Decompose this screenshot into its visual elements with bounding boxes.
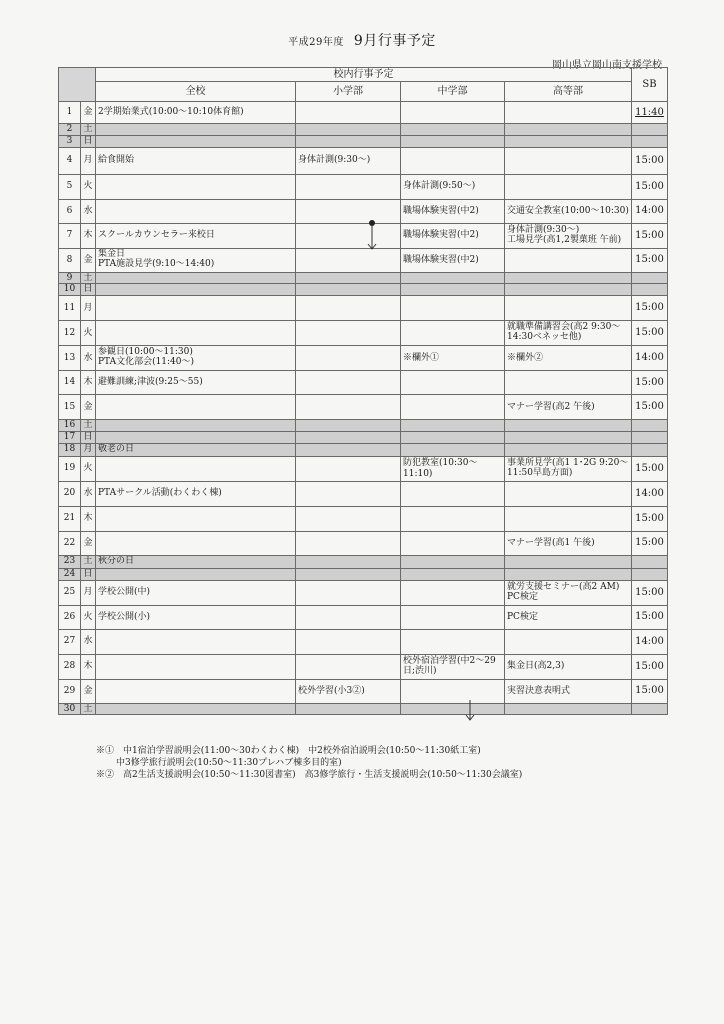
table-row [59, 395, 668, 420]
all-school-cell [96, 395, 296, 420]
all-school-cell [96, 272, 296, 284]
all-school-cell: 給食開始 [96, 147, 296, 174]
day-cell: 金 [81, 395, 96, 420]
date-cell: 27 [59, 629, 81, 654]
all-school-cell [96, 506, 296, 531]
date-cell: 21 [59, 506, 81, 531]
all-school-cell: 避難訓練;津波(9:25～55) [96, 371, 296, 395]
all-school-cell: スクールカウンセラー来校日 [96, 223, 296, 248]
col-all: 全校 [96, 82, 296, 102]
note-1-line-2: 中3修学旅行説明会(10:50～11:30プレハブ棟多目的室) [116, 758, 342, 768]
date-cell: 20 [59, 481, 81, 506]
middle-cell: 職場体験実習(中2) [401, 223, 505, 248]
high-cell [505, 555, 632, 568]
elementary-cell [296, 443, 401, 456]
date-cell: 18 [59, 443, 81, 456]
elementary-cell [296, 135, 401, 147]
day-cell: 土 [81, 124, 96, 136]
table-row [59, 223, 668, 248]
date-cell: 13 [59, 346, 81, 371]
sb-cell [632, 443, 668, 456]
middle-cell [401, 272, 505, 284]
elementary-cell: 校外学習(小3②) [296, 679, 401, 703]
date-cell: 19 [59, 456, 81, 481]
day-cell: 月 [81, 580, 96, 605]
date-cell: 10 [59, 284, 81, 296]
sb-cell: 15:00 [632, 174, 668, 199]
high-cell [505, 568, 632, 580]
middle-cell: 防犯教室(10:30～11:10) [401, 456, 505, 481]
middle-cell [401, 568, 505, 580]
middle-cell [401, 605, 505, 629]
elementary-cell [296, 284, 401, 296]
sb-cell: 15:00 [632, 248, 668, 272]
all-school-cell: 秋分の日 [96, 555, 296, 568]
table-row [59, 296, 668, 321]
group-header: 校内行事予定 [96, 68, 632, 82]
table-row [59, 124, 668, 136]
high-cell [505, 703, 632, 715]
table-row [59, 346, 668, 371]
high-cell: 交通安全教室(10:00～10:30) [505, 199, 632, 223]
elementary-cell [296, 174, 401, 199]
all-school-cell [96, 124, 296, 136]
elementary-cell [296, 703, 401, 715]
high-cell [505, 284, 632, 296]
note-2-line-1: ※② 高2生活支援説明会(10:50～11:30図書室) 高3修学旅行・生活支援説明会(10:50～11:30会議室) [96, 770, 523, 780]
sb-cell [632, 272, 668, 284]
all-school-cell [96, 629, 296, 654]
all-school-cell [96, 199, 296, 223]
high-cell: マナー学習(高2 午後) [505, 395, 632, 420]
elementary-cell [296, 296, 401, 321]
all-school-cell: 敬老の日 [96, 443, 296, 456]
sb-cell [632, 124, 668, 136]
sb-cell [632, 703, 668, 715]
all-school-cell: 集金日 PTA施設見学(9:10～14:40) [96, 248, 296, 272]
high-cell [505, 248, 632, 272]
table-row [59, 284, 668, 296]
middle-cell: ※欄外① [401, 346, 505, 371]
day-cell: 金 [81, 102, 96, 124]
elementary-cell [296, 431, 401, 443]
high-cell [505, 629, 632, 654]
date-cell: 4 [59, 147, 81, 174]
note-1-line-1: ※① 中1宿泊学習説明会(11:00～30わくわく棟) 中2校外宿泊説明会(10:50～11:30紙工室) [96, 746, 481, 756]
title-text: 9月行事予定 [353, 33, 436, 49]
sb-cell: 15:00 [632, 679, 668, 703]
col-elementary: 小学部 [296, 82, 401, 102]
table-row [59, 199, 668, 223]
high-cell [505, 174, 632, 199]
day-cell: 日 [81, 568, 96, 580]
high-cell [505, 371, 632, 395]
table-row [59, 605, 668, 629]
high-cell: 就職準備講習会(高2 9:30～ 14:30ベネッセ他) [505, 321, 632, 346]
date-cell: 15 [59, 395, 81, 420]
elementary-cell [296, 568, 401, 580]
middle-cell [401, 321, 505, 346]
school-name: 岡山県立岡山南支援学校 [552, 60, 662, 71]
all-school-cell [96, 531, 296, 555]
date-cell: 9 [59, 272, 81, 284]
day-cell: 水 [81, 481, 96, 506]
table-row [59, 568, 668, 580]
table-row [59, 371, 668, 395]
sb-cell [632, 431, 668, 443]
footnotes [96, 745, 522, 781]
date-cell: 30 [59, 703, 81, 715]
high-cell: 実習決意表明式 [505, 679, 632, 703]
middle-cell: 校外宿泊学習(中2～29 日;渋川) [401, 654, 505, 679]
elementary-cell [296, 321, 401, 346]
middle-cell [401, 481, 505, 506]
date-cell: 29 [59, 679, 81, 703]
middle-cell [401, 629, 505, 654]
high-cell [505, 124, 632, 136]
day-cell: 木 [81, 223, 96, 248]
sb-cell: 15:00 [632, 395, 668, 420]
sb-cell [632, 284, 668, 296]
day-cell: 土 [81, 420, 96, 432]
day-cell: 月 [81, 443, 96, 456]
middle-cell [401, 506, 505, 531]
day-cell: 木 [81, 506, 96, 531]
high-cell [505, 102, 632, 124]
table-row [59, 654, 668, 679]
middle-cell [401, 395, 505, 420]
date-cell: 12 [59, 321, 81, 346]
elementary-cell [296, 223, 401, 248]
high-cell: 事業所見学(高1 1･2G 9:20～ 11:50早島方面) [505, 456, 632, 481]
date-cell: 28 [59, 654, 81, 679]
sb-cell: 15:00 [632, 456, 668, 481]
header-corner [59, 68, 96, 102]
all-school-cell: 学校公開(小) [96, 605, 296, 629]
elementary-cell [296, 420, 401, 432]
all-school-cell: 2学期始業式(10:00～10:10体育館) [96, 102, 296, 124]
elementary-cell [296, 272, 401, 284]
elementary-cell: 身体計測(9:30～) [296, 147, 401, 174]
day-cell: 金 [81, 531, 96, 555]
date-cell: 3 [59, 135, 81, 147]
elementary-cell [296, 395, 401, 420]
date-cell: 6 [59, 199, 81, 223]
sb-cell: 11:40 [632, 102, 668, 124]
all-school-cell [96, 568, 296, 580]
sb-cell: 15:00 [632, 321, 668, 346]
sb-cell [632, 568, 668, 580]
middle-cell [401, 431, 505, 443]
col-high: 高等部 [505, 82, 632, 102]
table-row [59, 555, 668, 568]
date-cell: 23 [59, 555, 81, 568]
sb-cell: 15:00 [632, 654, 668, 679]
table-row [59, 431, 668, 443]
elementary-cell [296, 555, 401, 568]
fiscal-year: 平成29年度 [288, 37, 344, 48]
sb-cell: 15:00 [632, 506, 668, 531]
sb-cell [632, 420, 668, 432]
day-cell: 火 [81, 605, 96, 629]
table-row [59, 703, 668, 715]
elementary-cell [296, 456, 401, 481]
high-cell: PC検定 [505, 605, 632, 629]
table-row [59, 580, 668, 605]
middle-cell [401, 135, 505, 147]
table-row [59, 481, 668, 506]
table-row [59, 147, 668, 174]
high-cell [505, 420, 632, 432]
all-school-cell [96, 174, 296, 199]
table-row [59, 679, 668, 703]
middle-cell: 身体計測(9:50～) [401, 174, 505, 199]
sb-header: SB [632, 68, 668, 102]
day-cell: 金 [81, 679, 96, 703]
all-school-cell [96, 679, 296, 703]
all-school-cell [96, 321, 296, 346]
middle-cell [401, 703, 505, 715]
sb-cell: 15:00 [632, 371, 668, 395]
day-cell: 水 [81, 629, 96, 654]
table-row [59, 456, 668, 481]
elementary-cell [296, 124, 401, 136]
day-cell: 日 [81, 284, 96, 296]
date-cell: 26 [59, 605, 81, 629]
elementary-cell [296, 481, 401, 506]
middle-cell [401, 555, 505, 568]
all-school-cell [96, 284, 296, 296]
day-cell: 月 [81, 147, 96, 174]
day-cell: 金 [81, 248, 96, 272]
middle-cell [401, 102, 505, 124]
high-cell [505, 296, 632, 321]
middle-cell: 職場体験実習(中2) [401, 199, 505, 223]
table-row [59, 174, 668, 199]
date-cell: 14 [59, 371, 81, 395]
sb-cell: 14:00 [632, 199, 668, 223]
middle-cell [401, 443, 505, 456]
sb-cell [632, 135, 668, 147]
day-cell: 月 [81, 296, 96, 321]
sb-cell: 14:00 [632, 346, 668, 371]
high-cell: ※欄外② [505, 346, 632, 371]
all-school-cell [96, 420, 296, 432]
middle-cell: 職場体験実習(中2) [401, 248, 505, 272]
sb-cell: 15:00 [632, 296, 668, 321]
middle-cell [401, 296, 505, 321]
middle-cell [401, 124, 505, 136]
all-school-cell [96, 135, 296, 147]
table-row [59, 321, 668, 346]
all-school-cell [96, 654, 296, 679]
table-row [59, 443, 668, 456]
elementary-cell [296, 531, 401, 555]
table-row [59, 420, 668, 432]
middle-cell [401, 284, 505, 296]
date-cell: 5 [59, 174, 81, 199]
day-cell: 火 [81, 456, 96, 481]
sb-cell: 15:00 [632, 580, 668, 605]
all-school-cell: 参観日(10:00～11:30) PTA文化部会(11:40～) [96, 346, 296, 371]
all-school-cell: PTAサークル活動(わくわく棟) [96, 481, 296, 506]
schedule-table [58, 67, 668, 715]
date-cell: 16 [59, 420, 81, 432]
elementary-cell [296, 654, 401, 679]
all-school-cell [96, 456, 296, 481]
all-school-cell: 学校公開(中) [96, 580, 296, 605]
sb-cell: 14:00 [632, 629, 668, 654]
day-cell: 水 [81, 199, 96, 223]
table-row [59, 531, 668, 555]
date-cell: 24 [59, 568, 81, 580]
sb-cell: 15:00 [632, 531, 668, 555]
day-cell: 火 [81, 321, 96, 346]
middle-cell [401, 420, 505, 432]
table-row [59, 272, 668, 284]
all-school-cell [96, 431, 296, 443]
middle-cell [401, 580, 505, 605]
sb-cell: 15:00 [632, 223, 668, 248]
day-cell: 火 [81, 174, 96, 199]
middle-cell [401, 531, 505, 555]
table-row [59, 629, 668, 654]
elementary-cell [296, 580, 401, 605]
high-cell [505, 147, 632, 174]
high-cell: 就労支援セミナー(高2 AM) PC検定 [505, 580, 632, 605]
elementary-cell [296, 346, 401, 371]
high-cell [505, 135, 632, 147]
day-cell: 水 [81, 346, 96, 371]
sb-cell [632, 555, 668, 568]
date-cell: 11 [59, 296, 81, 321]
day-cell: 土 [81, 272, 96, 284]
day-cell: 日 [81, 135, 96, 147]
elementary-cell [296, 248, 401, 272]
all-school-cell [96, 296, 296, 321]
elementary-cell [296, 506, 401, 531]
elementary-cell [296, 371, 401, 395]
date-cell: 25 [59, 580, 81, 605]
day-cell: 土 [81, 703, 96, 715]
date-cell: 2 [59, 124, 81, 136]
sb-cell: 14:00 [632, 481, 668, 506]
elementary-cell [296, 629, 401, 654]
high-cell [505, 431, 632, 443]
table-row [59, 248, 668, 272]
high-cell [505, 272, 632, 284]
middle-cell [401, 147, 505, 174]
elementary-cell [296, 102, 401, 124]
table-row [59, 506, 668, 531]
day-cell: 木 [81, 654, 96, 679]
day-cell: 土 [81, 555, 96, 568]
middle-cell [401, 679, 505, 703]
date-cell: 22 [59, 531, 81, 555]
all-school-cell [96, 703, 296, 715]
high-cell: 集金日(高2,3) [505, 654, 632, 679]
date-cell: 7 [59, 223, 81, 248]
middle-cell [401, 371, 505, 395]
page-title [0, 30, 724, 50]
date-cell: 8 [59, 248, 81, 272]
day-cell: 日 [81, 431, 96, 443]
table-row [59, 135, 668, 147]
high-cell [505, 506, 632, 531]
date-cell: 17 [59, 431, 81, 443]
high-cell [505, 481, 632, 506]
sb-cell: 15:00 [632, 605, 668, 629]
high-cell: マナー学習(高1 午後) [505, 531, 632, 555]
sb-cell: 15:00 [632, 147, 668, 174]
high-cell [505, 443, 632, 456]
elementary-cell [296, 605, 401, 629]
table-row [59, 102, 668, 124]
col-middle: 中学部 [401, 82, 505, 102]
day-cell: 木 [81, 371, 96, 395]
elementary-cell [296, 199, 401, 223]
date-cell: 1 [59, 102, 81, 124]
high-cell: 身体計測(9:30～) 工場見学(高1,2製菓班 午前) [505, 223, 632, 248]
